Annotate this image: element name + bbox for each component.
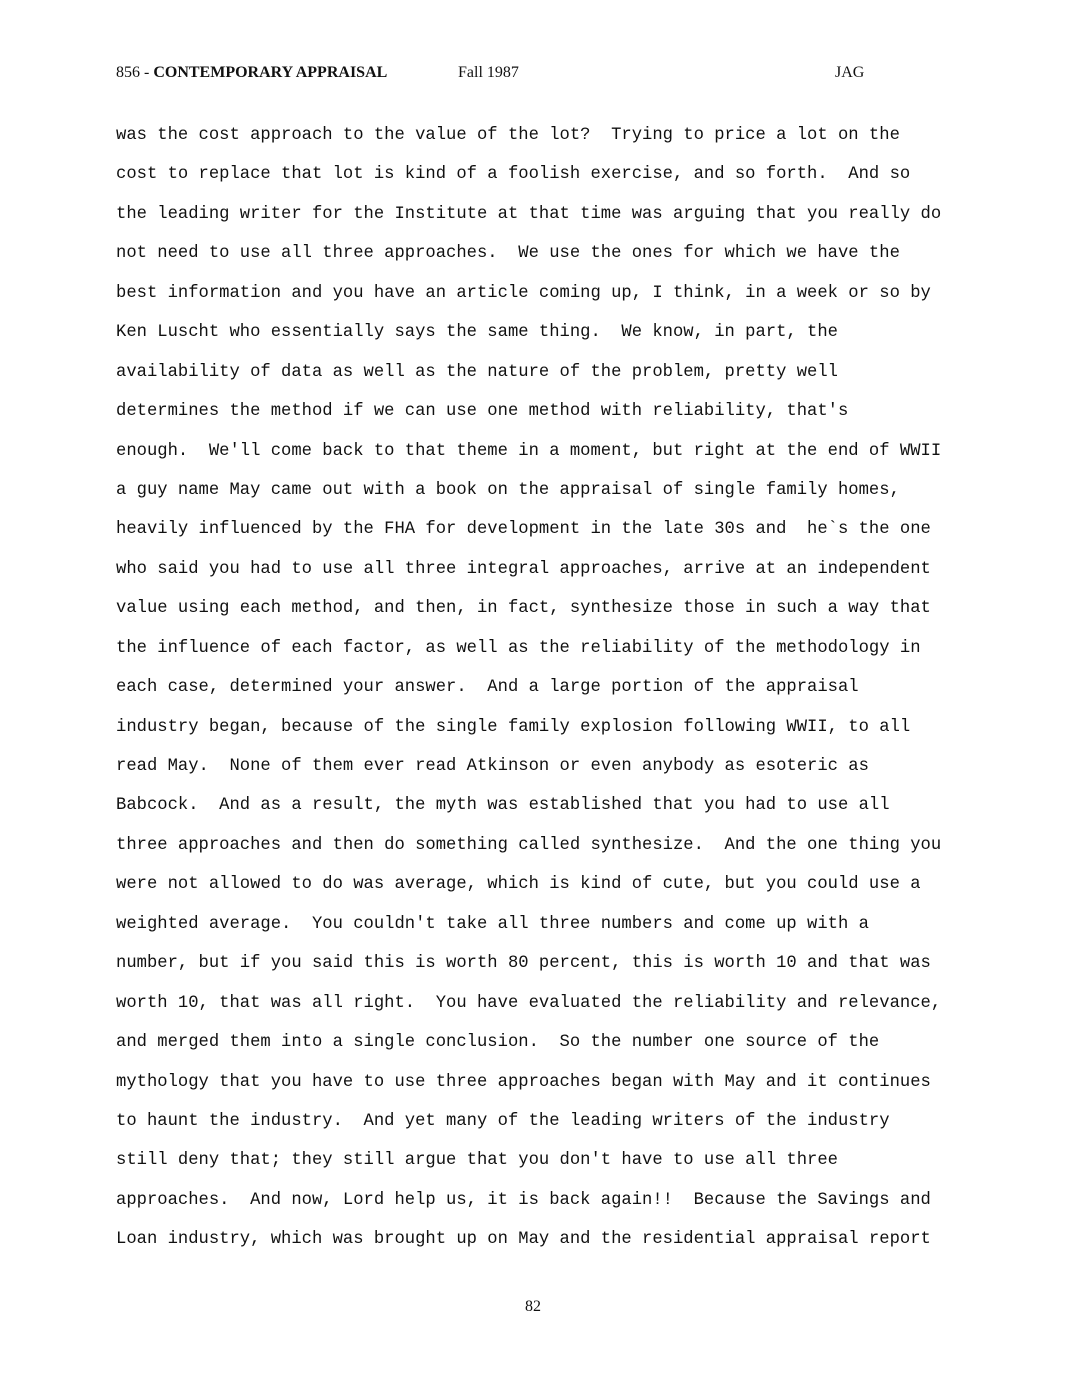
- text-line: still deny that; they still argue that you don't have to use all three: [116, 1151, 838, 1171]
- text-line: three approaches and then do something called synthesize. And the one thing you: [116, 835, 942, 855]
- text-line: each case, determined your answer. And a large portion of the appraisal: [116, 678, 859, 698]
- text-line: Ken Luscht who essentially says the same thing. We know, in part, the: [116, 323, 838, 343]
- text-line: and merged them into a single conclusion. So the number one source of the: [116, 1033, 880, 1053]
- text-line: the leading writer for the Institute at that time was arguing that you really do: [116, 204, 942, 224]
- text-line: not need to use all three approaches. We use the ones for which we have the: [116, 244, 900, 264]
- author-initials: JAG: [835, 64, 865, 81]
- text-line: approaches. And now, Lord help us, it is back again!! Because the Savings and: [116, 1190, 931, 1210]
- text-line: availability of data as well as the nature of the problem, pretty well: [116, 362, 838, 382]
- text-line: the influence of each factor, as well as the reliability of the methodology in: [116, 638, 921, 658]
- text-line: were not allowed to do was average, which is kind of cute, but you could use a: [116, 875, 921, 895]
- text-line: determines the method if we can use one method with reliability, that's: [116, 402, 849, 422]
- text-line: enough. We'll come back to that theme in a moment, but right at the end of WWII: [116, 441, 942, 461]
- text-line: mythology that you have to use three approaches began with May and it continues: [116, 1072, 931, 1092]
- course-number: 856 -: [116, 64, 154, 81]
- course-heading: [116, 61, 387, 85]
- text-line: number, but if you said this is worth 80 percent, this is worth 10 and that was: [116, 954, 931, 974]
- text-line: industry began, because of the single family explosion following WWII, to all: [116, 717, 911, 737]
- course-title: CONTEMPORARY APPRAISAL: [153, 64, 388, 81]
- text-line: heavily influenced by the FHA for development in the late 30s and he`s the one: [116, 520, 931, 540]
- text-line: best information and you have an article coming up, I think, in a week or so by: [116, 283, 931, 303]
- transcript-body: [116, 116, 976, 1260]
- text-line: who said you had to use all three integral approaches, arrive at an independent: [116, 559, 931, 579]
- text-line: Babcock. And as a result, the myth was established that you had to use all: [116, 796, 890, 816]
- page-header: [116, 61, 876, 85]
- text-line: read May. None of them ever read Atkinson or even anybody as esoteric as: [116, 757, 869, 776]
- text-line: was the cost approach to the value of the lot? Trying to price a lot on the: [116, 126, 900, 145]
- text-line: a guy name May came out with a book on the appraisal of single family homes,: [116, 480, 900, 500]
- text-line: Loan industry, which was brought up on May and the residential appraisal report: [116, 1230, 931, 1250]
- term-label: Fall 1987: [458, 64, 519, 81]
- text-line: weighted average. You couldn't take all three numbers and come up with a: [116, 914, 869, 934]
- text-line: to haunt the industry. And yet many of the leading writers of the industry: [116, 1111, 890, 1131]
- page-number: 82: [525, 1298, 541, 1315]
- text-line: value using each method, and then, in fact, synthesize those in such a way that: [116, 599, 931, 619]
- text-line: cost to replace that lot is kind of a foolish exercise, and so forth. And so: [116, 165, 911, 185]
- text-line: worth 10, that was all right. You have evaluated the reliability and relevance,: [116, 993, 942, 1013]
